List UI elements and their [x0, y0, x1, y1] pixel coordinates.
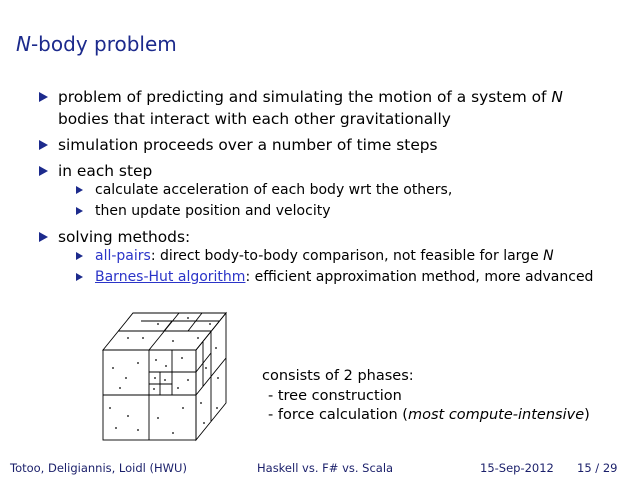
sub-bullet-acceleration — [75, 180, 623, 201]
phase-force-calculation — [262, 406, 590, 426]
phase-tree-construction: - tree construction — [268, 387, 402, 404]
phase-force-italic: most compute-intensive — [407, 407, 585, 423]
bullet-solving — [38, 226, 623, 288]
sub-bullet-triangle-icon — [76, 252, 83, 260]
title-rest: -body problem — [30, 32, 177, 56]
phase-force-suffix: ) — [584, 407, 590, 423]
all-pairs-link[interactable]: all-pairs — [95, 248, 151, 264]
phases-text-block — [262, 367, 590, 426]
bullet-list — [38, 86, 623, 292]
all-pairs-text: : direct body-to-body comparison, not feasible for large — [150, 248, 544, 264]
barnes-hut-link[interactable]: Barnes-Hut algorithm — [95, 269, 246, 285]
sub-bullet-triangle-icon — [76, 207, 83, 215]
phase-force-prefix: - force calculation ( — [268, 407, 408, 423]
octree-cube-diagram — [98, 308, 233, 443]
bullet-problem-text-2: bodies that interact with each other gravitationally — [58, 110, 451, 128]
sub-list-each-step — [75, 180, 623, 222]
bullet-triangle-icon — [39, 166, 48, 176]
bullet-solving-text: solving methods: — [58, 228, 191, 246]
bullet-each-step-text: in each step — [58, 162, 153, 180]
slide-title — [16, 32, 177, 56]
sub-bullet-triangle-icon — [76, 273, 83, 281]
footer-authors: Totoo, Deligiannis, Loidl (HWU) — [10, 461, 187, 475]
sub-list-solving — [75, 246, 623, 288]
bullet-triangle-icon — [39, 92, 48, 102]
bullet-triangle-icon — [39, 232, 48, 242]
footer-talk-title: Haskell vs. F# vs. Scala — [257, 461, 394, 475]
bullet-each-step — [38, 160, 623, 222]
all-pairs-math: N — [543, 248, 554, 264]
sub-bullet-all-pairs — [75, 246, 623, 267]
sub-bullet-triangle-icon — [76, 186, 83, 194]
bullet-triangle-icon — [39, 140, 48, 150]
footer-page-number: 15 / 29 — [577, 461, 618, 475]
title-math-n: N — [16, 32, 31, 56]
bullet-problem-text: problem of predicting and simulating the motion of a system of — [58, 88, 552, 106]
sub-bullet-update-text: then update position and velocity — [95, 203, 331, 219]
phases-intro: consists of 2 phases: — [262, 368, 414, 384]
bullet-simulation — [38, 134, 623, 156]
footer-date: 15-Sep-2012 — [480, 461, 554, 475]
sub-bullet-acceleration-text: calculate acceleration of each body wrt the others, — [95, 182, 453, 198]
bullet-problem — [38, 86, 623, 130]
sub-bullet-update — [75, 201, 623, 222]
bullet-problem-math: N — [551, 88, 563, 106]
barnes-hut-text: : efficient approximation method, more advanced — [245, 269, 594, 285]
sub-bullet-barnes-hut — [75, 267, 623, 288]
bullet-simulation-text: simulation proceeds over a number of time steps — [58, 136, 438, 154]
body-points — [109, 317, 219, 434]
